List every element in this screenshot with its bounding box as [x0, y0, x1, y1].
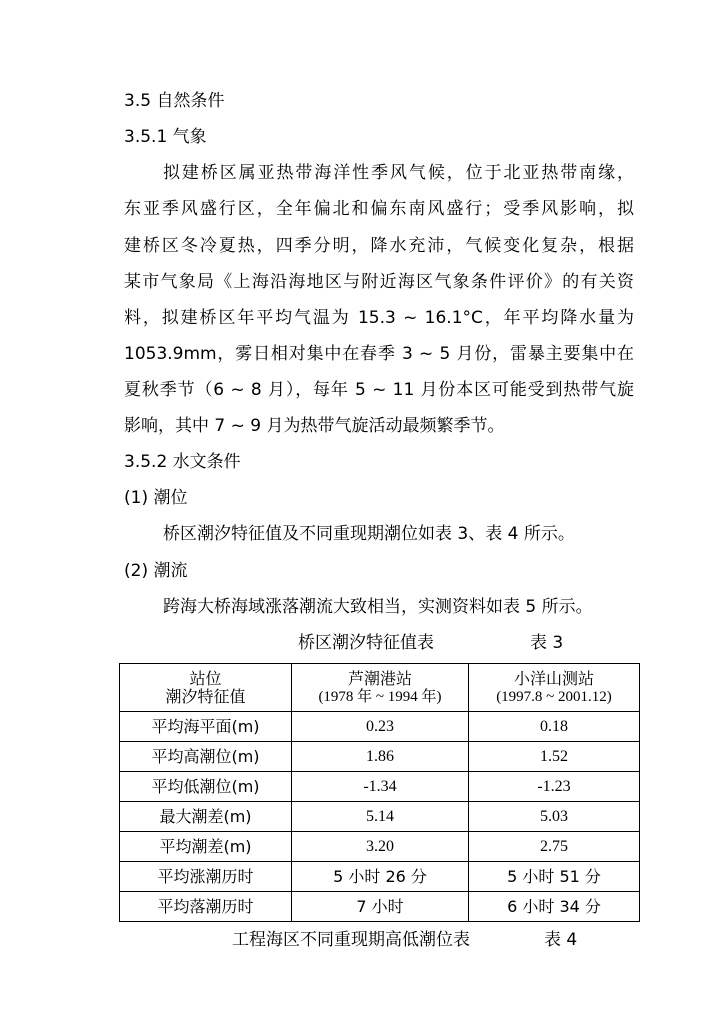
row-label: 最大潮差(m) [120, 802, 292, 832]
header-station-label: 站位 [189, 668, 222, 688]
header-xiaoyangshan-name: 小洋山测站 [513, 668, 594, 688]
header-luchaogang-name: 芦潮港站 [347, 668, 412, 688]
section-heading-3-5: 3.5 自然条件 [124, 91, 225, 111]
row-label: 平均低潮位(m) [120, 772, 292, 802]
row-label: 平均高潮位(m) [120, 742, 292, 772]
climate-paragraph-line: 1053.9mm，雾日相对集中在春季 3 ~ 5 月份，雷暴主要集中在 [124, 344, 634, 364]
climate-paragraph-line: 拟建桥区属亚热带海洋性季风气候，位于北亚热带南缘， [163, 163, 634, 183]
table-row [120, 892, 640, 922]
luchaogang-value: 7 小时 [292, 892, 469, 922]
tidal-current-text: 跨海大桥海域涨落潮流大致相当，实测资料如表 5 所示。 [163, 597, 593, 617]
xiaoyangshan-value: 6 小时 34 分 [469, 892, 640, 922]
tide-characteristics-table [119, 663, 640, 922]
luchaogang-value: 1.86 [292, 742, 469, 772]
xiaoyangshan-value: 0.18 [469, 712, 640, 742]
luchaogang-value: 5.14 [292, 802, 469, 832]
header-luchaogang-period: (1978 年 ~ 1994 年) [318, 688, 442, 705]
table-header-row [120, 664, 640, 712]
table4-number: 表 4 [544, 930, 578, 950]
climate-paragraph-line: 某市气象局《上海沿海地区与附近海区气象条件评价》的有关资 [124, 272, 634, 292]
climate-paragraph-line: 料，拟建桥区年平均气温为 15.3 ~ 16.1°C，年平均降水量为 [124, 308, 634, 328]
xiaoyangshan-value: 5.03 [469, 802, 640, 832]
tide-level-text: 桥区潮汐特征值及不同重现期潮位如表 3、表 4 所示。 [163, 524, 575, 544]
climate-paragraph-line: 影响，其中 7 ~ 9 月为热带气旋活动最频繁季节。 [124, 416, 505, 436]
table3-title: 桥区潮汐特征值表 [298, 633, 434, 653]
header-cell-station [120, 664, 292, 712]
header-cell-xiaoyangshan [469, 664, 640, 712]
climate-paragraph-line: 东亚季风盛行区，全年偏北和偏东南风盛行；受季风影响，拟 [124, 199, 634, 219]
table-row [120, 802, 640, 832]
table-row [120, 772, 640, 802]
row-label: 平均落潮历时 [120, 892, 292, 922]
subheading-tidal-current: (2) 潮流 [124, 561, 188, 581]
row-label: 平均海平面(m) [120, 712, 292, 742]
section-heading-3-5-1: 3.5.1 气象 [124, 127, 207, 147]
header-characteristic-label: 潮汐特征值 [165, 686, 246, 706]
header-cell-luchaogang [292, 664, 469, 712]
table-row [120, 862, 640, 892]
luchaogang-value: -1.34 [292, 772, 469, 802]
header-xiaoyangshan-period: (1997.8 ~ 2001.12) [496, 688, 612, 705]
row-label: 平均潮差(m) [120, 832, 292, 862]
section-heading-3-5-2: 3.5.2 水文条件 [124, 452, 241, 472]
luchaogang-value: 0.23 [292, 712, 469, 742]
climate-paragraph-line: 建桥区冬冷夏热，四季分明，降水充沛，气候变化复杂，根据 [124, 236, 634, 256]
table-row [120, 742, 640, 772]
table-row [120, 712, 640, 742]
table4-title: 工程海区不同重现期高低潮位表 [232, 930, 470, 950]
xiaoyangshan-value: -1.23 [469, 772, 640, 802]
luchaogang-value: 3.20 [292, 832, 469, 862]
xiaoyangshan-value: 5 小时 51 分 [469, 862, 640, 892]
climate-paragraph-line: 夏秋季节（6 ~ 8 月），每年 5 ~ 11 月份本区可能受到热带气旋 [124, 380, 634, 400]
subheading-tide-level: (1) 潮位 [124, 488, 188, 508]
xiaoyangshan-value: 2.75 [469, 832, 640, 862]
luchaogang-value: 5 小时 26 分 [292, 862, 469, 892]
table3-number: 表 3 [530, 633, 564, 653]
row-label: 平均涨潮历时 [120, 862, 292, 892]
table-row [120, 832, 640, 862]
xiaoyangshan-value: 1.52 [469, 742, 640, 772]
